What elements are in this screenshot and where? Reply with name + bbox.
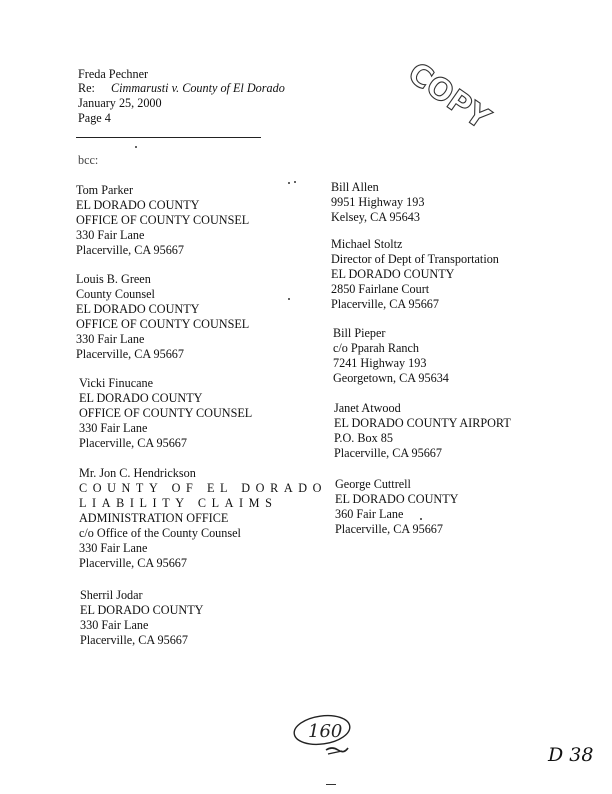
address-line: EL DORADO COUNTY: [335, 492, 459, 506]
address-line: 330 Fair Lane: [76, 228, 145, 242]
recipient-name: Freda Pechner: [78, 67, 149, 81]
address-line: Placerville, CA 95667: [76, 347, 184, 361]
address-line: EL DORADO COUNTY: [76, 302, 200, 316]
address-line: 330 Fair Lane: [79, 541, 148, 555]
address-line: 360 Fair Lane: [335, 507, 404, 521]
address-line: P.O. Box 85: [334, 431, 393, 445]
address-line: Placerville, CA 95667: [331, 297, 439, 311]
address-line: Placerville, CA 95667: [79, 436, 187, 450]
address-block-cuttrell: [335, 477, 458, 537]
address-line: George Cuttrell: [335, 477, 411, 491]
address-line: Tom Parker: [76, 183, 134, 197]
address-line: Placerville, CA 95667: [80, 633, 188, 647]
scan-speck: [420, 518, 422, 520]
address-line: 330 Fair Lane: [80, 618, 149, 632]
address-line: 330 Fair Lane: [76, 332, 145, 346]
address-line: Placerville, CA 95667: [334, 446, 442, 460]
scan-speck: [288, 298, 290, 300]
address-block-pieper: [333, 326, 449, 386]
address-line: c/o Office of the County Counsel: [79, 526, 241, 540]
letter-date: January 25, 2000: [78, 96, 162, 110]
address-block-atwood: [334, 401, 511, 461]
address-block-stoltz: [331, 237, 499, 312]
address-line: Michael Stoltz: [331, 237, 403, 251]
bates-number: D 38: [548, 744, 594, 766]
handwritten-page-number-text: 160: [308, 721, 343, 742]
handwritten-page-number: [286, 708, 366, 768]
address-line: ADMINISTRATION OFFICE: [79, 511, 229, 525]
address-line: OFFICE OF COUNTY COUNSEL: [76, 213, 250, 227]
address-line: Director of Dept of Transportation: [331, 252, 499, 266]
re-label: Re:: [78, 81, 95, 95]
address-line: 9951 Highway 193: [331, 195, 425, 209]
address-block-green: [76, 272, 249, 362]
copy-stamp: [396, 55, 497, 137]
address-line: Sherril Jodar: [80, 588, 143, 602]
address-line: EL DORADO COUNTY: [79, 391, 203, 405]
address-line: Bill Pieper: [333, 326, 386, 340]
address-line: 330 Fair Lane: [79, 421, 148, 435]
address-block-allen: [331, 180, 424, 225]
address-block-parker: [76, 183, 249, 258]
address-line: Vicki Finucane: [79, 376, 154, 390]
bcc-label: bcc:: [78, 153, 99, 167]
address-block-jodar: [80, 588, 203, 648]
address-block-finucane: [79, 376, 252, 451]
address-block-hendrickson: [79, 466, 327, 571]
address-line: OFFICE OF COUNTY COUNSEL: [79, 406, 253, 420]
scan-speck: [288, 182, 290, 184]
address-line: 7241 Highway 193: [333, 356, 427, 370]
copy-stamp-text: COPY: [401, 55, 497, 137]
scan-speck: [294, 181, 296, 183]
address-line: EL DORADO COUNTY: [76, 198, 200, 212]
address-line: County Counsel: [76, 287, 155, 301]
address-line: EL DORADO COUNTY: [80, 603, 204, 617]
address-line: 2850 Fairlane Court: [331, 282, 430, 296]
header-divider: [76, 137, 261, 138]
address-line: c/o Pparah Ranch: [333, 341, 419, 355]
address-line: EL DORADO COUNTY: [331, 267, 455, 281]
scan-speck: [326, 784, 336, 785]
address-line: EL DORADO COUNTY AIRPORT: [334, 416, 511, 430]
address-line: COUNTY OF EL DORADO: [79, 481, 328, 495]
re-case-name: Cimmarusti v. County of El Dorado: [111, 81, 285, 95]
address-line: Placerville, CA 95667: [79, 556, 187, 570]
page-number: Page 4: [78, 111, 111, 125]
address-line: Bill Allen: [331, 180, 379, 194]
address-line: Mr. Jon C. Hendrickson: [79, 466, 196, 480]
address-line: OFFICE OF COUNTY COUNSEL: [76, 317, 250, 331]
address-line: Placerville, CA 95667: [76, 243, 184, 257]
address-line: Janet Atwood: [334, 401, 401, 415]
address-line: Louis B. Green: [76, 272, 151, 286]
scan-speck: [135, 146, 137, 148]
address-line: Placerville, CA 95667: [335, 522, 443, 536]
address-line: LIABILITY CLAIMS: [79, 496, 278, 510]
address-line: Georgetown, CA 95634: [333, 371, 449, 385]
address-line: Kelsey, CA 95643: [331, 210, 420, 224]
